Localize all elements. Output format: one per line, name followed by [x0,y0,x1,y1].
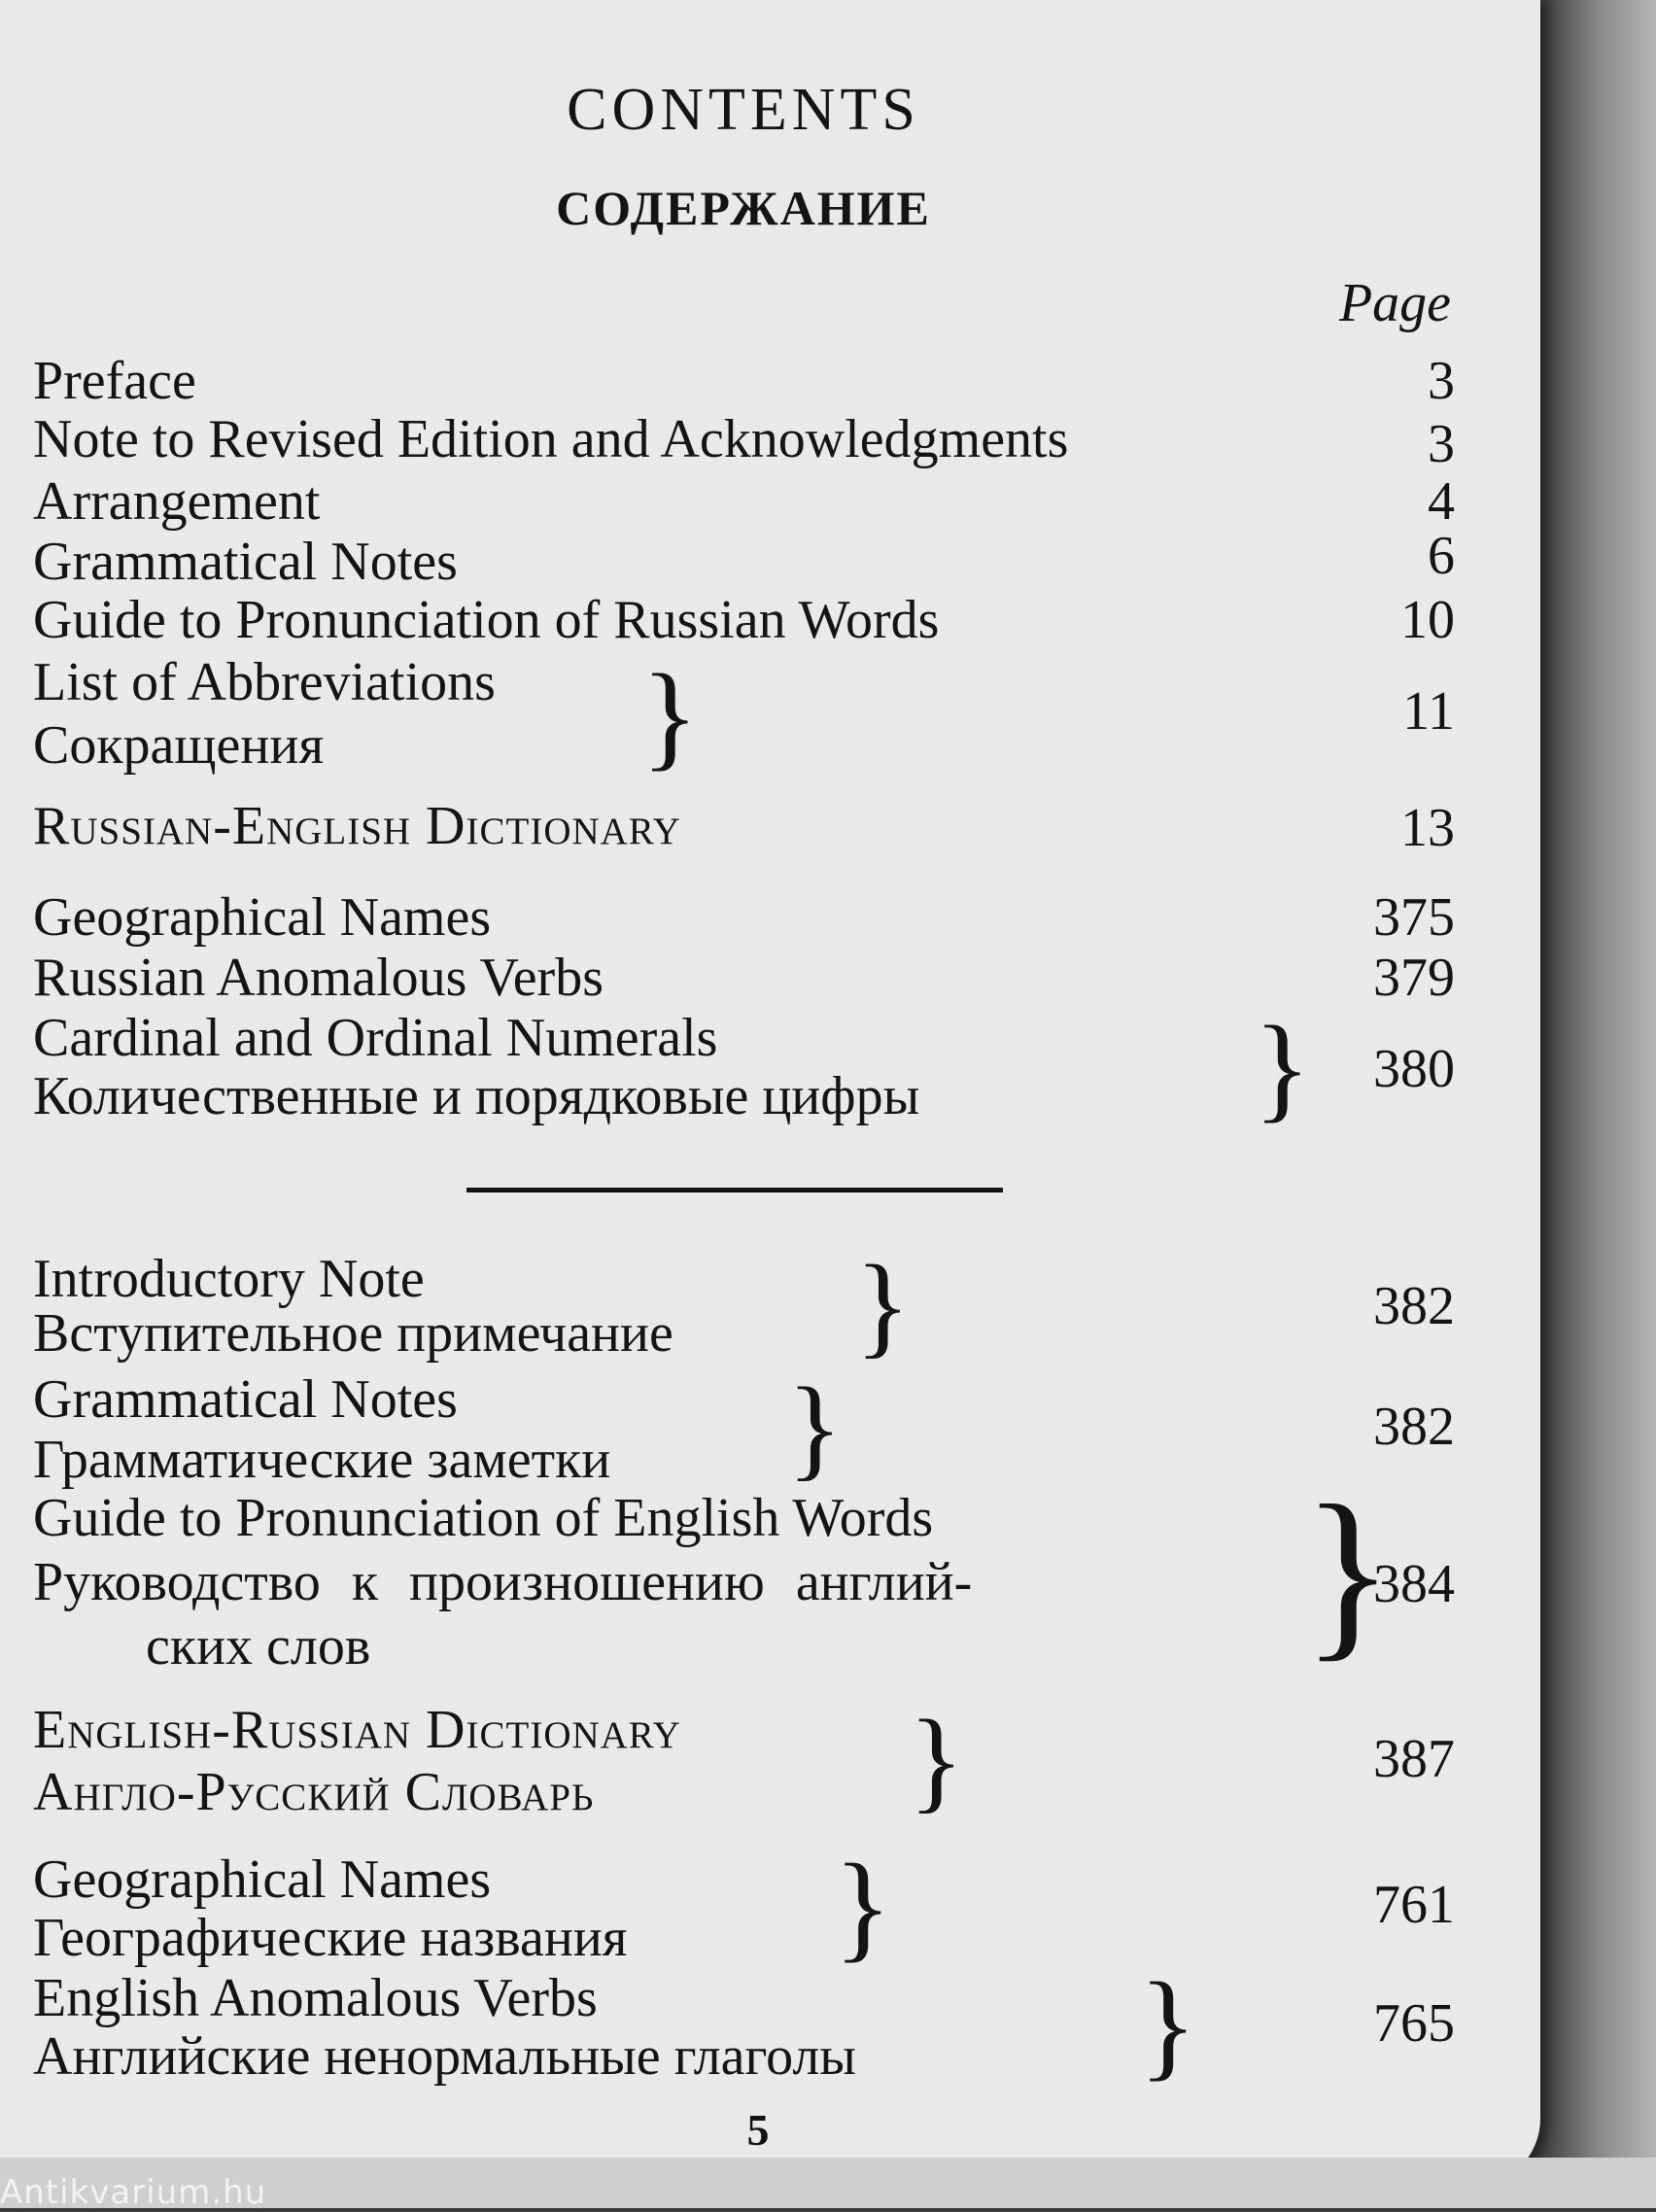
group-brace: } [855,1241,911,1368]
toc-entry-label: Introductory Note [33,1249,425,1309]
toc-entry-page: 10 [1400,590,1455,650]
contents-subheading-russian: СОДЕРЖАНИЕ [556,181,931,235]
section-divider [466,1188,1003,1192]
group-brace: } [909,1696,964,1823]
toc-entry-page: 387 [1373,1729,1455,1789]
toc-entry-label-russian: Географические названия [33,1908,628,1968]
toc-entry-page: 761 [1373,1875,1455,1935]
toc-entry-label: Grammatical Notes [33,532,458,592]
toc-entry-page: 382 [1373,1276,1455,1336]
toc-entry-label: English Anomalous Verbs [33,1968,598,2028]
group-brace: } [1139,1958,1197,2091]
toc-entry-page: 6 [1428,526,1455,586]
page-column-label: Page [1338,273,1451,333]
toc-entry-label-russian: Руководство к произношению англий- [33,1552,973,1612]
toc-entry-label: Guide to Pronunciation of Russian Words [33,590,940,650]
toc-entry-page: 382 [1373,1397,1455,1457]
toc-entry-label: Russian Anomalous Verbs [33,948,604,1008]
toc-entry-label-russian-continued: ских слов [146,1616,371,1676]
toc-entry-page: 3 [1428,351,1455,411]
toc-entry-label: Russian-English Dictionary [33,796,681,856]
contents-heading: CONTENTS [567,77,920,143]
toc-entry-page: 11 [1402,681,1455,742]
watermark: Antikvarium.hu [0,2173,267,2212]
toc-entry-label: Preface [33,351,196,411]
group-brace: } [787,1364,843,1491]
toc-entry-label: Geographical Names [33,1849,492,1910]
toc-entry-page: 380 [1373,1039,1455,1099]
group-brace: } [834,1840,892,1973]
toc-entry-label-russian: Сокращения [33,715,325,776]
toc-entry-label: Guide to Pronunciation of English Words [33,1488,934,1548]
toc-entry-label-russian: Вступительное примечание [33,1303,673,1364]
group-brace: } [1254,1002,1311,1133]
group-brace: } [641,650,699,781]
page-number: 5 [746,2105,770,2155]
toc-entry-label-russian: Английские ненормальные глаголы [33,2026,856,2087]
toc-entry-label: List of Abbreviations [33,652,496,712]
toc-entry-page: 13 [1400,798,1455,858]
toc-entry-label: Arrangement [33,471,321,532]
toc-entry-page: 384 [1373,1554,1455,1614]
toc-entry-page: 3 [1428,414,1455,474]
toc-entry-page: 375 [1373,887,1455,948]
toc-entry-label: Cardinal and Ordinal Numerals [33,1008,718,1068]
toc-entry-page: 379 [1373,948,1455,1008]
toc-entry-label: Note to Revised Edition and Acknowledgments [33,409,1069,469]
toc-entry-page: 765 [1373,1993,1455,2054]
toc-entry-label: English-Russian Dictionary [33,1700,681,1760]
group-brace: } [1302,1467,1395,1677]
toc-entry-label: Grammatical Notes [33,1369,458,1430]
toc-entry-label-russian: Англо-Русский Словарь [33,1762,595,1822]
toc-entry-label-russian: Количественные и порядковые цифры [33,1066,920,1126]
toc-entry-page: 4 [1428,471,1455,532]
toc-entry-label: Geographical Names [33,887,492,948]
toc-entry-label-russian: Грамматические заметки [33,1430,611,1490]
